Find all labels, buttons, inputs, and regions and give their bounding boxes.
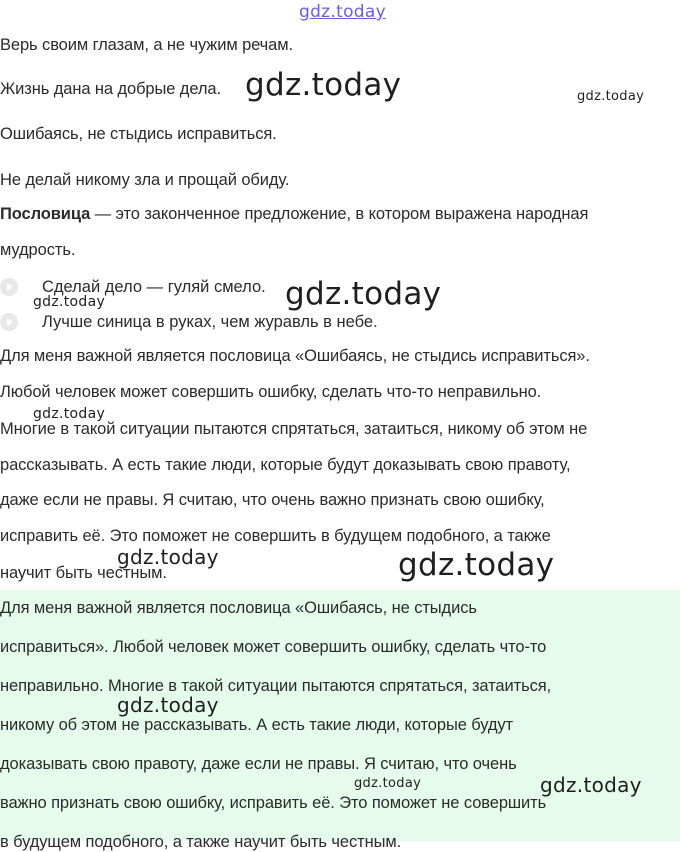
answer-line: неправильно. Многие в такой ситуации пытаются спрятаться, затаиться, [0, 677, 552, 695]
answer-line: никому об этом не рассказывать. А есть такие люди, которые будут [0, 716, 513, 734]
watermark: gdz.today [33, 406, 106, 422]
watermark: gdz.today [398, 547, 555, 583]
essay-line: Для меня важной является пословица «Ошибаясь, не стыдись исправиться». [0, 347, 590, 365]
answer-line: в будущем подобного, а также научит быть честным. [0, 833, 402, 851]
answer-line: Для меня важной является пословица «Ошибаясь, не стыдись [0, 599, 477, 617]
example-text: Сделай дело — гуляй смело. [42, 277, 266, 296]
essay-line: даже если не правы. Я считаю, что очень важно признать свою ошибку, [0, 491, 545, 509]
definition-term: Пословица [0, 205, 91, 223]
watermark: gdz.today [540, 773, 642, 797]
example-text: Лучше синица в руках, чем журавль в небе. [42, 312, 378, 331]
answer-line: доказывать свою правоту, даже если не правы. Я считаю, что очень [0, 755, 517, 773]
watermark-link[interactable]: gdz.today [299, 2, 386, 22]
proverb-line: Не делай никому зла и прощай обиду. [0, 171, 290, 189]
proverb-line: Жизнь дана на добрые дела. [0, 80, 221, 98]
essay-line: исправить её. Это поможет не совершить в будущем подобного, а также [0, 527, 551, 545]
essay-line: Многие в такой ситуации пытаются спрятаться, затаиться, никому об этом не [0, 420, 588, 438]
watermark: gdz.today [577, 89, 645, 104]
watermark: gdz.today [285, 276, 442, 312]
definition-text-line: мудрость. [0, 241, 76, 259]
watermark: gdz.today [33, 294, 106, 310]
essay-line: научит быть честным. [0, 564, 167, 582]
watermark: gdz.today [245, 67, 402, 103]
essay-line: рассказывать. А есть такие люди, которые будут доказывать свою правоту, [0, 456, 571, 474]
definition-paragraph [0, 205, 588, 224]
essay-line: Любой человек может совершить ошибку, сделать что-то неправильно. [0, 383, 542, 401]
watermark: gdz.today [117, 693, 219, 717]
example-item [0, 311, 378, 333]
play-bullet-icon [0, 313, 18, 331]
proverb-line: Верь своим глазам, а не чужим речам. [0, 36, 293, 54]
answer-line: исправиться». Любой человек может совершить ошибку, сделать что-то [0, 638, 547, 656]
watermark: gdz.today [117, 545, 219, 569]
play-bullet-icon [0, 278, 18, 296]
answer-line: важно признать свою ошибку, исправить её. Это поможет не совершить [0, 794, 547, 812]
proverb-line: Ошибаясь, не стыдись исправиться. [0, 125, 277, 143]
definition-text: — это законченное предложение, в котором выражена народная [90, 205, 589, 223]
watermark: gdz.today [354, 776, 422, 791]
